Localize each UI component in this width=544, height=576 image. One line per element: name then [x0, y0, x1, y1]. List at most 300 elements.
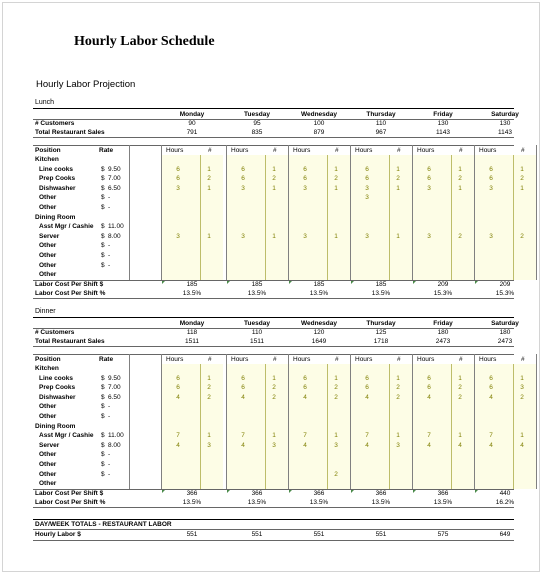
- lunch-rate-value: 6.50: [108, 184, 121, 192]
- dinner-cost-value: 366: [375, 489, 387, 497]
- dinner-count-value: 2: [520, 393, 524, 401]
- dinner-hours-value: 7: [427, 432, 431, 440]
- dinner-cost-pct-value: 13.5%: [309, 498, 329, 506]
- totals-value: 551: [251, 531, 263, 538]
- lunch-rate-header: Rate: [99, 147, 114, 154]
- dinner-hours-value: 7: [303, 432, 307, 440]
- lunch-hours-value: 6: [427, 175, 431, 183]
- lunch-rate-dollar: $: [101, 242, 105, 250]
- dinner-hours-divider: [389, 364, 390, 489]
- dinner-hours-value: 7: [365, 432, 369, 440]
- dinner-position-header: Position: [35, 356, 61, 363]
- lunch-hours-value: 3: [241, 232, 245, 240]
- dinner-rate-header: Rate: [99, 356, 114, 363]
- lunch-sales-value: 835: [251, 129, 263, 136]
- dinner-count-value: 1: [272, 374, 276, 382]
- dinner-count-header: #: [273, 356, 277, 363]
- lunch-col-divider: [412, 145, 413, 280]
- page-title: Hourly Labor Schedule: [74, 34, 215, 49]
- dinner-position-label: Other: [39, 451, 57, 459]
- dinner-position-label: Other: [39, 480, 57, 488]
- dinner-hours-value: 6: [176, 374, 180, 382]
- totals-label: Hourly Labor $: [35, 531, 81, 538]
- lunch-rate-value: 9.50: [108, 165, 121, 173]
- dinner-col-divider: [288, 354, 289, 489]
- lunch-hours-header: Hours: [293, 147, 311, 154]
- dinner-hours-value: 4: [241, 393, 245, 401]
- dinner-cost-value: 366: [186, 489, 198, 497]
- dinner-count-value: 2: [458, 384, 462, 392]
- lunch-hours-value: 3: [489, 232, 493, 240]
- lunch-hours-value: 3: [427, 232, 431, 240]
- dinner-customers-value: 120: [313, 329, 325, 336]
- day-header-4: Friday: [433, 320, 453, 327]
- totals-value: 551: [313, 531, 325, 538]
- lunch-hours-value: 6: [365, 165, 369, 173]
- lunch-cost-pct-value: 15.3%: [495, 289, 515, 297]
- lunch-col-divider: [161, 145, 162, 280]
- dinner-position-label: Kitchen: [35, 365, 59, 372]
- dinner-hours-header: Hours: [355, 356, 373, 363]
- lunch-count-value: 1: [207, 232, 211, 240]
- dinner-col-divider: [536, 354, 537, 489]
- dinner-hours-divider: [265, 364, 266, 489]
- lunch-col-divider: [474, 145, 475, 280]
- dinner-hours-value: 6: [427, 384, 431, 392]
- dinner-count-value: 1: [520, 432, 524, 440]
- lunch-hours-value: 3: [303, 232, 307, 240]
- lunch-col-divider: [288, 145, 289, 280]
- totals-section: [33, 519, 514, 543]
- dinner-hours-value: 4: [427, 441, 431, 449]
- lunch-position-label: Other: [39, 242, 57, 250]
- lunch-rate-dollar: $: [101, 194, 105, 202]
- lunch-rate-value: -: [108, 242, 111, 250]
- dinner-count-value: 1: [207, 432, 211, 440]
- dinner-position-label: Dishwasher: [39, 393, 76, 401]
- lunch-count-header: #: [459, 147, 463, 154]
- dinner-rate-dollar: $: [101, 441, 105, 449]
- lunch-sales-label: Total Restaurant Sales: [35, 129, 105, 136]
- dinner-hours-value: 4: [176, 441, 180, 449]
- lunch-position-label: Line cooks: [39, 165, 73, 173]
- lunch-hours-header: Hours: [417, 147, 435, 154]
- dinner-position-label: Other: [39, 403, 57, 411]
- lunch-hours-header: Hours: [355, 147, 373, 154]
- dinner-col-divider: [226, 354, 227, 489]
- dinner-count-value: 2: [396, 393, 400, 401]
- day-header-1: Tuesday: [244, 320, 270, 327]
- dinner-customers-value: 180: [499, 329, 511, 336]
- lunch-col-divider: [536, 145, 537, 280]
- dinner-cost-pct-value: 13.5%: [433, 498, 453, 506]
- lunch-customers-value: 100: [313, 120, 325, 127]
- lunch-rate-value: 11.00: [108, 223, 124, 231]
- lunch-hours-value: 6: [489, 165, 493, 173]
- lunch-cost-pct-value: 13.5%: [247, 289, 267, 297]
- day-header-3: Thursday: [366, 320, 396, 327]
- lunch-count-value: 2: [520, 232, 524, 240]
- dinner-rate-dollar: $: [101, 432, 105, 440]
- totals-bottom-rule: [33, 540, 514, 541]
- day-header-5: Saturday: [491, 111, 519, 118]
- day-header-0: Monday: [179, 111, 205, 118]
- lunch-count-value: 1: [396, 184, 400, 192]
- lunch-position-label: Dining Room: [35, 213, 76, 221]
- lunch-position-label: Asst Mgr / Cashie: [39, 223, 94, 231]
- dinner-col-divider: [350, 354, 351, 489]
- dinner-rate-value: 11.00: [108, 432, 124, 440]
- dinner-hours-value: 4: [303, 393, 307, 401]
- dinner-count-header: #: [521, 356, 525, 363]
- lunch-rate-value: -: [108, 194, 111, 202]
- lunch-count-value: 1: [334, 165, 338, 173]
- dinner-customers-value: 125: [375, 329, 387, 336]
- lunch-cost-value: 185: [251, 280, 263, 288]
- lunch-hours-value: 3: [365, 194, 369, 202]
- lunch-count-value: 1: [458, 165, 462, 173]
- dinner-cost-value: 440: [499, 489, 511, 497]
- dinner-rate-dollar: $: [101, 461, 105, 468]
- dinner-hours-header: Hours: [166, 356, 184, 363]
- dinner-customers-value: 180: [437, 329, 449, 336]
- totals-value: 575: [437, 531, 449, 538]
- lunch-rate-dollar: $: [101, 232, 105, 240]
- dinner-count-header: #: [397, 356, 401, 363]
- dinner-position-label: Line cooks: [39, 374, 73, 382]
- dinner-rate-dollar: $: [101, 451, 105, 459]
- dinner-hours-header: Hours: [417, 356, 435, 363]
- lunch-hours-value: 6: [365, 175, 369, 183]
- dinner-rate-dollar: $: [101, 374, 105, 382]
- dinner-count-value: 2: [272, 384, 276, 392]
- dinner-hours-header: Hours: [231, 356, 249, 363]
- dinner-hours-value: 6: [489, 374, 493, 382]
- dinner-rate-dollar: $: [101, 403, 105, 411]
- dinner-cost-value: 366: [437, 489, 449, 497]
- dinner-cost-pct-value: 13.5%: [247, 498, 267, 506]
- lunch-rate-dollar: $: [101, 223, 105, 231]
- lunch-top-rule: [33, 108, 514, 109]
- dinner-hours-value: 7: [241, 432, 245, 440]
- dinner-sales-value: 1511: [250, 338, 264, 345]
- lunch-sales-rule: [33, 137, 514, 138]
- lunch-col-divider: [350, 145, 351, 280]
- lunch-customers-value: 130: [499, 120, 511, 127]
- dinner-hours-value: 6: [176, 384, 180, 392]
- lunch-position-label: Kitchen: [35, 156, 59, 163]
- dinner-sales-rule: [33, 346, 514, 347]
- dinner-sales-value: 2473: [497, 338, 513, 345]
- dinner-sales-value: 1649: [311, 338, 327, 345]
- lunch-cost-value: 185: [375, 280, 387, 288]
- lunch-hours-value: 3: [241, 184, 245, 192]
- dinner-position-label: Dining Room: [35, 422, 76, 430]
- lunch-label: Lunch: [35, 99, 55, 106]
- dinner-bottom-rule: [33, 507, 514, 508]
- dinner-sales-value: 1718: [373, 338, 389, 345]
- lunch-section: [33, 99, 525, 305]
- lunch-customers-value: 130: [437, 120, 449, 127]
- dinner-hours-value: 4: [241, 441, 245, 449]
- dinner-hours-value: 6: [303, 374, 307, 382]
- dinner-count-value: 1: [334, 432, 338, 440]
- dinner-col-divider: [129, 354, 130, 489]
- dinner-customers-value: 118: [186, 329, 198, 336]
- dinner-count-value: 1: [207, 374, 211, 382]
- lunch-hours-value: 3: [427, 184, 431, 192]
- lunch-count-value: 2: [458, 175, 462, 183]
- dinner-count-value: 1: [458, 432, 462, 440]
- lunch-position-label: Dishwasher: [39, 184, 76, 192]
- dinner-rate-value: 7.00: [108, 384, 121, 392]
- lunch-hours-header: Hours: [166, 147, 184, 154]
- lunch-cost-pct-value: 13.5%: [309, 289, 329, 297]
- lunch-position-label: Other: [39, 252, 57, 259]
- lunch-hours-value: 3: [176, 232, 180, 240]
- dinner-col-divider: [161, 354, 162, 489]
- dinner-hours-value: 4: [365, 441, 369, 449]
- dinner-top-rule: [33, 317, 514, 318]
- lunch-hours-value: 6: [303, 165, 307, 173]
- lunch-count-value: 2: [520, 175, 524, 183]
- lunch-rate-dollar: $: [101, 175, 105, 183]
- lunch-rate-dollar: $: [101, 184, 105, 192]
- lunch-customers-value: 110: [375, 120, 387, 127]
- dinner-rate-dollar: $: [101, 470, 105, 478]
- lunch-count-header: #: [335, 147, 339, 154]
- lunch-position-label: Other: [39, 204, 57, 211]
- lunch-hours-divider: [327, 155, 328, 280]
- lunch-hours-value: 3: [303, 184, 307, 192]
- day-header-4: Friday: [433, 111, 453, 118]
- lunch-count-value: 1: [334, 184, 338, 192]
- lunch-customers-value: 90: [188, 120, 196, 127]
- lunch-cost-pct-value: 15.3%: [433, 289, 453, 297]
- dinner-rate-value: 8.00: [108, 441, 121, 449]
- dinner-count-header: #: [335, 356, 339, 363]
- lunch-customers-label: # Customers: [35, 120, 75, 127]
- dinner-count-value: 3: [334, 441, 338, 449]
- dinner-count-value: 1: [396, 374, 400, 382]
- lunch-count-value: 1: [458, 184, 462, 192]
- dinner-hours-value: 4: [489, 393, 493, 401]
- dinner-count-value: 4: [520, 441, 524, 449]
- dinner-rate-value: -: [108, 413, 111, 420]
- dinner-count-value: 2: [207, 384, 211, 392]
- dinner-sales-value: 1511: [185, 338, 199, 345]
- lunch-count-value: 2: [458, 232, 462, 240]
- dinner-hours-value: 6: [489, 384, 493, 392]
- lunch-count-value: 2: [207, 175, 211, 183]
- lunch-sales-value: 879: [313, 129, 325, 136]
- lunch-count-value: 1: [520, 184, 524, 192]
- dinner-rate-dollar: $: [101, 393, 105, 401]
- dinner-count-value: 1: [272, 432, 276, 440]
- lunch-count-value: 1: [334, 232, 338, 240]
- lunch-hours-value: 6: [176, 175, 180, 183]
- dinner-count-value: 2: [272, 393, 276, 401]
- lunch-sales-value: 791: [186, 129, 198, 136]
- lunch-hours-value: 6: [427, 165, 431, 173]
- dinner-hours-value: 7: [176, 432, 180, 440]
- dinner-cost-pct-label: Labor Cost Per Shift %: [35, 498, 106, 506]
- lunch-col-divider: [129, 145, 130, 280]
- dinner-sales-label: Total Restaurant Sales: [35, 338, 105, 345]
- lunch-count-value: 1: [272, 184, 276, 192]
- dinner-hours-header: Hours: [479, 356, 497, 363]
- lunch-sales-value: 1143: [436, 129, 450, 136]
- day-header-5: Saturday: [491, 320, 519, 327]
- dinner-count-value: 1: [396, 432, 400, 440]
- dinner-count-value: 2: [334, 393, 338, 401]
- dinner-count-value: 4: [458, 441, 462, 449]
- dinner-rate-dollar: $: [101, 384, 105, 392]
- dinner-hours-value: 6: [365, 384, 369, 392]
- lunch-hours-value: 6: [176, 165, 180, 173]
- lunch-rate-dollar: $: [101, 165, 105, 173]
- lunch-count-value: 1: [272, 232, 276, 240]
- dinner-count-value: 2: [334, 384, 338, 392]
- lunch-customers-value: 95: [253, 120, 261, 127]
- lunch-rate-dollar: $: [101, 252, 105, 259]
- dinner-hours-divider: [200, 364, 201, 489]
- dinner-hours-value: 4: [303, 441, 307, 449]
- dinner-hours-divider: [513, 364, 514, 489]
- dinner-cost-pct-value: 13.5%: [182, 498, 202, 506]
- dinner-rate-value: -: [108, 461, 111, 468]
- dinner-hours-value: 4: [427, 393, 431, 401]
- day-header-3: Thursday: [366, 111, 396, 118]
- lunch-count-value: 2: [396, 175, 400, 183]
- lunch-hours-value: 6: [303, 175, 307, 183]
- dinner-count-value: 2: [458, 393, 462, 401]
- lunch-cost-value: 209: [437, 280, 449, 288]
- lunch-hours-value: 3: [489, 184, 493, 192]
- dinner-count-value: 1: [334, 374, 338, 382]
- dinner-col-divider: [474, 354, 475, 489]
- dinner-rate-dollar: $: [101, 413, 105, 420]
- dinner-count-value: 1: [458, 374, 462, 382]
- lunch-count-header: #: [208, 147, 212, 154]
- day-header-1: Tuesday: [244, 111, 270, 118]
- dinner-position-label: Other: [39, 470, 57, 478]
- dinner-cost-value: 366: [313, 489, 325, 497]
- lunch-cost-value: 185: [186, 280, 198, 288]
- lunch-rate-value: 7.00: [108, 175, 121, 183]
- day-header-2: Wednesday: [300, 320, 337, 327]
- lunch-position-label: Other: [39, 261, 57, 269]
- dinner-hours-value: 6: [241, 374, 245, 382]
- lunch-hours-divider: [451, 155, 452, 280]
- lunch-count-value: 1: [272, 165, 276, 173]
- dinner-count-value: 3: [520, 384, 524, 392]
- dinner-hours-value: 4: [365, 393, 369, 401]
- lunch-rate-value: -: [108, 204, 111, 211]
- dinner-rate-value: 9.50: [108, 374, 121, 382]
- dinner-rate-value: -: [108, 403, 111, 411]
- dinner-position-label: Server: [39, 441, 60, 449]
- dinner-position-label: Asst Mgr / Cashie: [39, 432, 94, 440]
- lunch-rate-dollar: $: [101, 204, 105, 211]
- lunch-cost-pct-value: 13.5%: [371, 289, 391, 297]
- lunch-cost-value: 185: [313, 280, 325, 288]
- lunch-cost-label: Labor Cost Per Shift $: [35, 280, 104, 288]
- dinner-rate-value: 6.50: [108, 393, 121, 401]
- lunch-bottom-rule: [33, 298, 514, 299]
- lunch-rate-value: -: [108, 261, 111, 269]
- dinner-count-value: 3: [207, 441, 211, 449]
- dinner-hours-divider: [327, 364, 328, 489]
- dinner-rate-value: -: [108, 451, 111, 459]
- dinner-hours-value: 6: [427, 374, 431, 382]
- lunch-count-value: 1: [207, 165, 211, 173]
- lunch-hours-divider: [513, 155, 514, 280]
- lunch-hours-divider: [265, 155, 266, 280]
- dinner-count-value: 2: [396, 384, 400, 392]
- lunch-hours-divider: [389, 155, 390, 280]
- lunch-hours-header: Hours: [231, 147, 249, 154]
- lunch-hours-value: 3: [365, 184, 369, 192]
- lunch-position-label: Other: [39, 194, 57, 202]
- totals-value: 649: [499, 531, 511, 538]
- lunch-hours-value: 3: [365, 232, 369, 240]
- lunch-hours-value: 6: [489, 175, 493, 183]
- dinner-label: Dinner: [35, 308, 56, 315]
- lunch-count-value: 1: [520, 165, 524, 173]
- lunch-hours-divider: [200, 155, 201, 280]
- lunch-hours-value: 6: [241, 165, 245, 173]
- dinner-count-header: #: [459, 356, 463, 363]
- dinner-col-divider: [412, 354, 413, 489]
- lunch-cost-pct-label: Labor Cost Per Shift %: [35, 289, 106, 297]
- dinner-count-value: 2: [207, 393, 211, 401]
- lunch-count-header: #: [397, 147, 401, 154]
- lunch-col-divider: [226, 145, 227, 280]
- dinner-count-value: 2: [334, 470, 338, 478]
- dinner-section: [33, 308, 525, 514]
- lunch-cost-value: 209: [499, 280, 511, 288]
- dinner-cost-label: Labor Cost Per Shift $: [35, 489, 104, 497]
- lunch-count-header: #: [273, 147, 277, 154]
- dinner-rate-value: -: [108, 470, 111, 478]
- dinner-customers-value: 110: [251, 329, 263, 336]
- lunch-hours-header: Hours: [479, 147, 497, 154]
- lunch-count-header: #: [521, 147, 525, 154]
- lunch-position-header: Position: [35, 147, 61, 154]
- dinner-sales-value: 2473: [435, 338, 451, 345]
- dinner-position-label: Other: [39, 413, 57, 420]
- lunch-sales-value: 967: [375, 129, 387, 136]
- dinner-cost-pct-value: 13.5%: [371, 498, 391, 506]
- lunch-position-label: Prep Cooks: [39, 175, 76, 183]
- dinner-hours-value: 4: [489, 441, 493, 449]
- totals-value: 551: [375, 531, 387, 538]
- lunch-rate-value: -: [108, 252, 111, 259]
- lunch-position-label: Other: [39, 271, 57, 279]
- lunch-rate-dollar: $: [101, 261, 105, 269]
- dinner-hours-value: 7: [489, 432, 493, 440]
- lunch-sales-value: 1143: [498, 129, 512, 136]
- dinner-hours-value: 6: [303, 384, 307, 392]
- lunch-hours-value: 3: [176, 184, 180, 192]
- totals-heading: DAY/WEEK TOTALS - RESTAURANT LABOR: [35, 521, 172, 528]
- day-header-0: Monday: [179, 320, 205, 327]
- dinner-position-label: Other: [39, 461, 57, 468]
- day-header-2: Wednesday: [300, 111, 337, 118]
- dinner-count-value: 3: [272, 441, 276, 449]
- lunch-hours-value: 6: [241, 175, 245, 183]
